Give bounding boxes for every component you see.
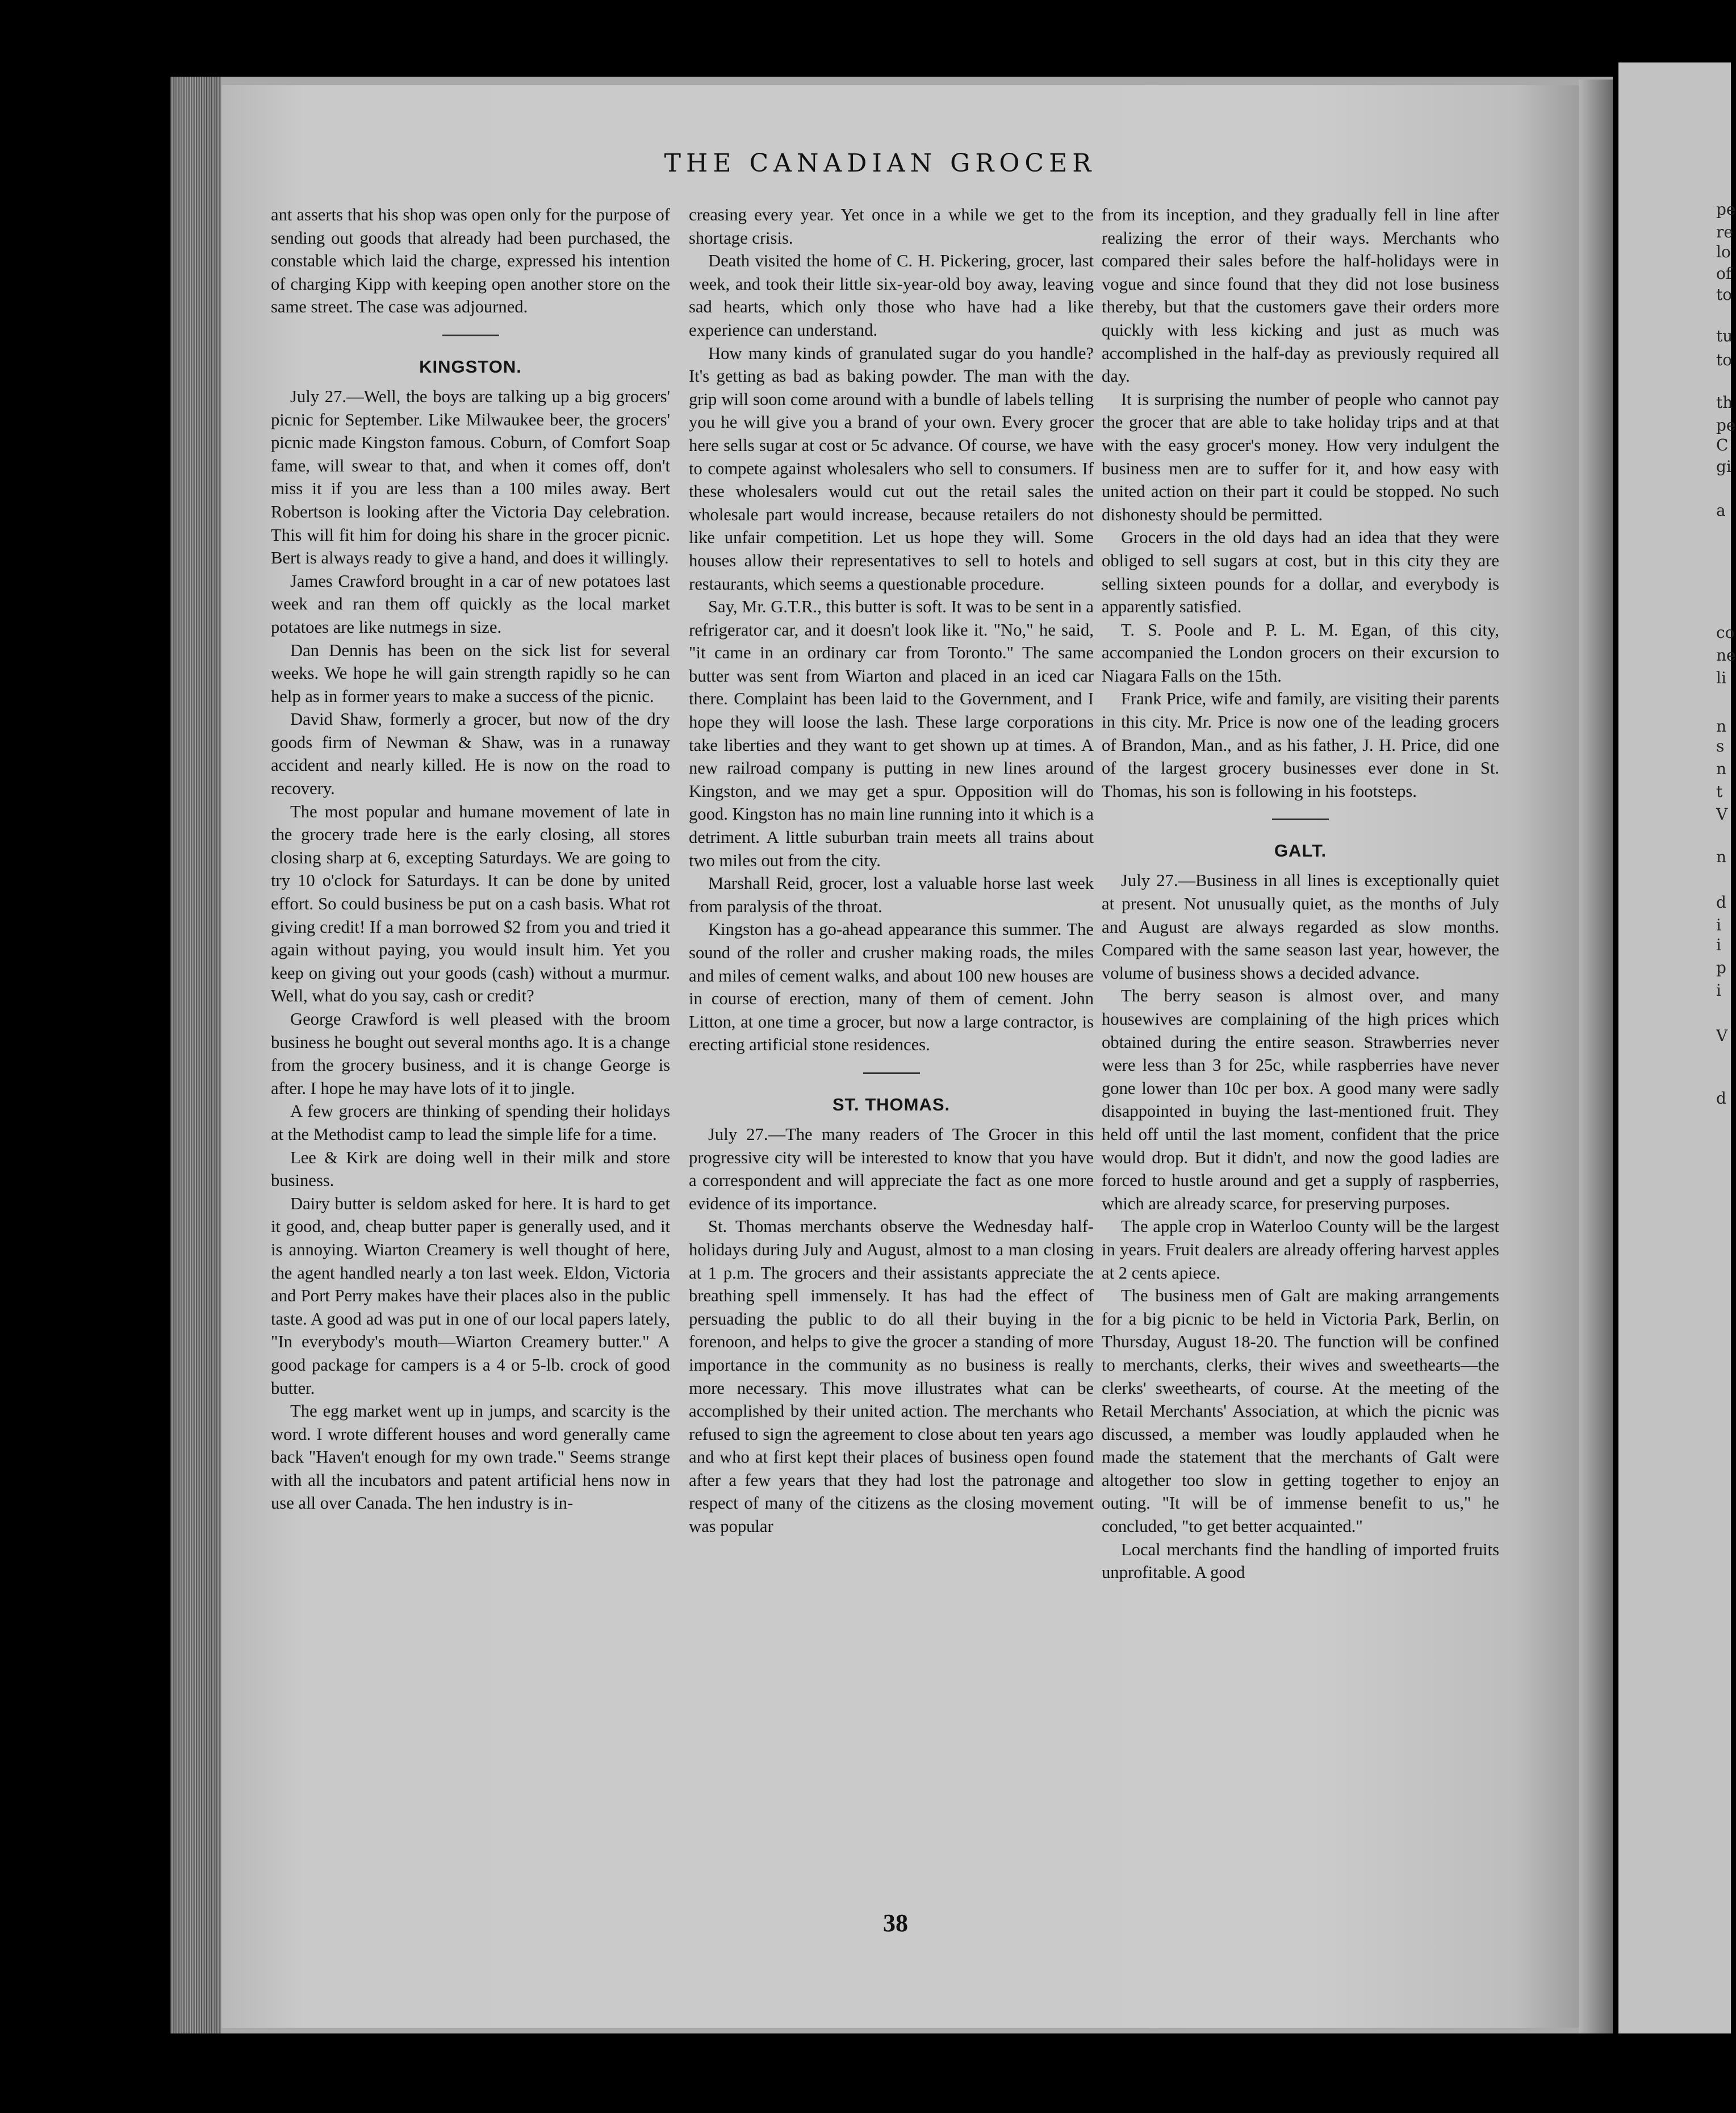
article-paragraph: The apple crop in Waterloo County will be the largest in years. Fruit dealers are already offering harvest apples at 2 cents apiece. <box>1102 1217 1499 1283</box>
column-left <box>271 203 670 1515</box>
article-paragraph: George Crawford is well pleased with the broom business he bought out several months ago. It is a change from the grocery business, and it is change George is after. I hope he may have lots of it to jingle. <box>271 1009 670 1098</box>
next-page-fragment: tu <box>1716 327 1733 345</box>
article-paragraph: Say, Mr. G.T.R., this butter is soft. It was to be sent in a refrigerator car, and it doesn't look like it. "No," he said, "it came in an ordinary car from Toronto." The same butter was sent from Wiarton and placed in an iced car there. Complaint has been laid to the Government, and I hope they will loose the lash. These large corporations take liberties and they want to get shown up at times. A new railroad company is putting in new lines around Kingston, and we may get a spur. Opposition will do good. Kingston has no main line running into it which is a detriment. A little suburban train meets all trains about two miles out from the city. <box>689 597 1094 870</box>
next-page-fragment: a <box>1716 501 1726 520</box>
gutter-shadow <box>1579 80 1613 2033</box>
next-page-fragment: of <box>1716 264 1732 283</box>
article-paragraph: Marshall Reid, grocer, lost a valuable horse last week from paralysis of the throat. <box>689 874 1094 916</box>
next-page-fragment: s <box>1716 737 1725 755</box>
next-page-fragment: co <box>1716 623 1735 642</box>
section-heading: GALT. <box>1274 841 1327 861</box>
article-paragraph: It is surprising the number of people who cannot pay the grocer that are able to take holiday trips and at that with the easy grocer's money. How very indulgent the business men are to suffer for it, and how easy with united action on their part it could be stopped. No such dishonesty should be permitted. <box>1102 389 1499 524</box>
section-heading: KINGSTON. <box>419 356 522 377</box>
next-page-fragment: gi <box>1716 457 1731 476</box>
next-page-fragment: V <box>1716 1026 1728 1045</box>
page-number: 38 <box>883 1909 908 1937</box>
article-paragraph: July 27.—The many readers of The Grocer in this progressive city will be interested to know that you have a correspondent and will appreciate the fact as one more evidence of its importance. <box>689 1124 1094 1213</box>
article-paragraph: T. S. Poole and P. L. M. Egan, of this city, accompanied the London grocers on their excursion to Niagara Falls on the 15th. <box>1102 620 1499 686</box>
article-paragraph: Frank Price, wife and family, are visiting their parents in this city. Mr. Price is now one of the leading grocers of Brandon, Man., and as his father, J. H. Price, did one of the largest grocery businesses ever done in St. Thomas, his son is following in his footsteps. <box>1102 689 1499 801</box>
next-page-fragment: n <box>1716 847 1727 866</box>
next-page-fragment: pe <box>1716 416 1736 435</box>
article-paragraph: A few grocers are thinking of spending their holidays at the Methodist camp to lead the simple life for a time. <box>271 1101 670 1144</box>
running-header: THE CANADIAN GROCER <box>664 149 1097 178</box>
next-page-fragment: th <box>1716 393 1733 412</box>
next-page-fragment: lo <box>1716 243 1731 261</box>
article-paragraph: How many kinds of granulated sugar do you handle? It's getting as bad as baking powder. The man with the grip will soon come around with a bundle of labels telling you he will give you a brand of your own. Every grocer here sells sugar at cost or 5c advance. Of course, we have to compete against wholesalers who sell to consumers. If these wholesalers would cut out the retail sales the wholesale part would increase, because retailers do not like unfair competition. Let us hope they will. Some houses allow their representatives to sell to hotels and restaurants, which seems a questionable procedure. <box>689 343 1094 594</box>
article-paragraph: The business men of Galt are making arrangements for a big picnic to be held in Victoria Park, Berlin, on Thursday, August 18-20. The function will be confined to merchants, clerks, their wives and sweethearts—the clerks' sweethearts, of course. At the meeting of the Retail Merchants' Association, at which the picnic was discussed, a member was loudly applauded when he made the statement that the merchants of Galt were altogether too slow in getting together to enjoy an outing. "It will be of immense benefit to us," he concluded, "to get better acquainted." <box>1102 1286 1499 1536</box>
next-page-fragment: t <box>1716 782 1723 801</box>
article-paragraph: David Shaw, formerly a grocer, but now of the dry goods firm of Newman & Shaw, was in a runaway accident and nearly killed. He is now on the road to recovery. <box>271 709 670 799</box>
section-rule <box>442 335 499 336</box>
article-paragraph: from its inception, and they gradually fell in line after realizing the error of their ways. Merchants who compared their sales before the half-holidays were in vogue and since found that they did not lose business thereby, but that the customers gave their orders more quickly with less kicking and just as much was accomplished in the half-day as previously required all day. <box>1102 205 1499 386</box>
next-page-fragment: n <box>1716 759 1727 778</box>
article-paragraph: The most popular and humane movement of late in the grocery trade here is the early closing, all stores closing sharp at 6, excepting Saturdays. We are going to try 10 o'clock for Saturdays. It can be done by united effort. So could business be put on a cash basis. What rot giving credit! If a man borrowed $2 from you and tried it again without paying, you would insult him. Yet you keep on giving out your goods (cash) without a murmur. Well, what do you say, cash or credit? <box>271 801 670 1006</box>
next-page-strip <box>1618 62 1731 2033</box>
column-middle <box>689 203 1094 1538</box>
next-page-fragment: to <box>1716 350 1733 369</box>
next-page-fragment: d <box>1716 1089 1726 1108</box>
next-page-fragment: pe <box>1716 200 1736 219</box>
next-page-fragment: i <box>1716 936 1721 954</box>
article-paragraph: Grocers in the old days had an idea that they were obliged to sell sugars at cost, but in this city they are selling sixteen pounds for a dollar, and everybody is apparently satisfied. <box>1102 528 1499 617</box>
next-page-fragment: V <box>1716 805 1728 824</box>
article-paragraph: Dairy butter is seldom asked for here. It is hard to get it good, and, cheap butter paper is generally used, and it is annoying. Wiarton Creamery is well thought of here, the agent handled nearly a ton last week. Eldon, Victoria and Port Perry makes have their places also in the public taste. A good ad was put in one of our local papers lately, "In everybody's mouth—Wiarton Creamery butter." A good package for campers is a 4 or 5-lb. crock of good butter. <box>271 1193 670 1398</box>
article-paragraph: The berry season is almost over, and many housewives are complaining of the high prices which obtained during the entire season. Strawberries never were less than 3 for 25c, while raspberries have never gone lower than 10c per box. A good many were sadly disappointed in buying the last-mentioned fruit. They held off until the last moment, confident that the price would drop. But it didn't, and now the good ladies are forced to hustle around and get a supply of raspberries, which are already scarce, for preserving purposes. <box>1102 986 1499 1213</box>
section-rule <box>1272 819 1329 820</box>
next-page-fragment: re <box>1716 223 1733 241</box>
article-paragraph: Death visited the home of C. H. Pickering, grocer, last week, and took their little six-year-old boy away, leaving sad hearts, which only those who have had a like experience can understand. <box>689 251 1094 340</box>
article-paragraph: Local merchants find the handling of imported fruits unprofitable. A good <box>1102 1539 1499 1582</box>
next-page-fragment: ne <box>1716 646 1736 665</box>
article-paragraph: Dan Dennis has been on the sick list for several weeks. We hope he will gain strength rapidly so he can help as in former years to make a success of the picnic. <box>271 640 670 706</box>
column-right <box>1102 203 1499 1584</box>
article-paragraph: St. Thomas merchants observe the Wednesday half-holidays during July and August, almost to a man closing at 1 p.m. The grocers and their assistants appreciate the breathing spell immensely. It has had the effect of persuading the public to do all their buying in the forenoon, and helps to give the grocer a standing of more importance in the community as no business is really more necessary. This move illustrates what can be accomplished by their united action. The merchants who refused to sign the agreement to close about ten years ago and who at first kept their places of business open found after a few years that they had lost the patronage and respect of many of the citizens as the closing movement was popular <box>689 1217 1094 1536</box>
article-paragraph: ant asserts that his shop was open only for the purpose of sending out goods that already had been purchased, the constable which laid the charge, expressed his intention of charging Kipp with keeping open another store on the same street. The case was adjourned. <box>271 205 670 317</box>
next-page-fragment: C <box>1716 436 1729 454</box>
article-paragraph: The egg market went up in jumps, and scarcity is the word. I wrote different houses and word generally came back "Haven't enough for my own trade." Seems strange with all the incubators and patent artificial hens now in use all over Canada. The hen industry is in- <box>271 1401 670 1513</box>
next-page-fragment: to <box>1716 285 1733 304</box>
article-paragraph: Lee & Kirk are doing well in their milk and store business. <box>271 1147 670 1191</box>
next-page-fragment: d <box>1716 893 1726 912</box>
section-rule <box>863 1072 920 1074</box>
next-page-fragment: p <box>1716 958 1726 977</box>
page-edges-left <box>170 77 221 2033</box>
next-page-fragment: li <box>1716 669 1726 687</box>
article-paragraph: Kingston has a go-ahead appearance this summer. The sound of the roller and crusher making roads, the miles and miles of cement walks, and about 100 new houses are in course of erection, many of them of cement. John Litton, at one time a grocer, but now a large contractor, is erecting artificial stone residences. <box>689 920 1094 1055</box>
article-paragraph: July 27.—Business in all lines is exceptionally quiet at present. Not unusually quiet, as the months of July and August are always regarded as slow months. Compared with the same season last year, however, the volume of business shows a decided advance. <box>1102 871 1499 983</box>
next-page-fragment: i <box>1716 916 1721 934</box>
next-page-fragment: i <box>1716 981 1721 1000</box>
next-page-fragment: n <box>1716 717 1727 736</box>
section-heading: ST. THOMAS. <box>832 1094 951 1114</box>
article-paragraph: July 27.—Well, the boys are talking up a big grocers' picnic for September. Like Milwaukee beer, the grocers' picnic made Kingston famous. Coburn, of Comfort Soap fame, will swear to that, and when it comes off, don't miss it if you are less than a 100 miles away. Bert Robertson is looking after the Victoria Day celebration. This will fit him for doing his share in the grocer picnic. Bert is always ready to give a hand, and does it willingly. <box>271 386 670 568</box>
article-paragraph: creasing every year. Yet once in a while we get to the shortage crisis. <box>689 205 1094 248</box>
article-paragraph: James Crawford brought in a car of new potatoes last week and ran them off quickly as the local market potatoes are like nutmegs in size. <box>271 571 670 637</box>
